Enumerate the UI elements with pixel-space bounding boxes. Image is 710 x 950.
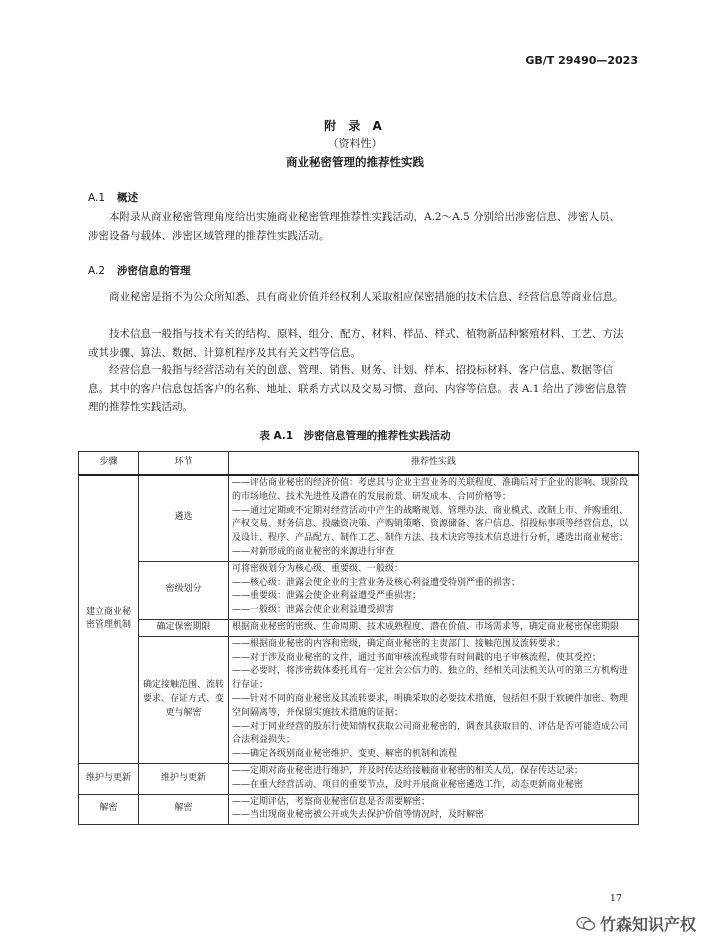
- page-number: 17: [609, 893, 622, 904]
- link-cell: 确定接触范围、流转要求、存证方式、变更与解密: [139, 636, 229, 763]
- section-heading-a2: [88, 263, 191, 278]
- paragraph: 商业秘密是指不为公众所知悉、具有商业价值并经权利人采取相应保密措施的技术信息、经营信息等商业信息。: [109, 291, 624, 303]
- practice-cell: [229, 636, 639, 763]
- practice-item: ——对于涉及商业秘密的文件，通过书面审核流程或带有时间戳的电子审核流程，使其受控；: [232, 652, 602, 663]
- header-link: 环节: [139, 452, 229, 476]
- practice-item: ——定期对商业秘密进行维护，并及时传达给接触商业秘密的相关人员，保存传达记录；: [232, 765, 584, 776]
- annex-title: 商业秘密管理的推荐性实践: [286, 155, 424, 169]
- table-header-row: [79, 452, 639, 476]
- section-title: 涉密信息的管理: [117, 265, 191, 277]
- paragraph: 本附录从商业秘密管理角度给出实施商业秘密管理推荐性实践活动，A.2～A.5 分别给出涉密信息、涉密人员、涉密设备与载体、涉密区域管理的推荐性实践活动。: [88, 211, 621, 242]
- practice-item: ——根据商业秘密的内容和密级，确定商业秘密的主责部门、接触范围及流转要求；: [232, 638, 566, 649]
- table-row: [79, 619, 639, 636]
- practice-item: ——对新形成的商业秘密的来源进行审查: [232, 546, 395, 557]
- practice-item: ——重要级：泄露会使企业利益遭受严重损害；: [232, 591, 422, 602]
- paragraph: 技术信息一般指与技术有关的结构、原料、组分、配方、材料、样品、样式、植物新品种繁殖材料、工艺、方法或其步骤、算法、数据、计算机程序及其有关文档等信息。: [88, 328, 624, 359]
- link-cell: 解密: [139, 794, 229, 825]
- practice-item: ——核心级：泄露会使企业的主营业务及核心利益遭受特别严重的损害；: [232, 577, 521, 588]
- practice-cell: [229, 794, 639, 825]
- table-title: 表 A.1 涉密信息管理的推荐性实践活动: [259, 430, 451, 442]
- step-cell: 维护与更新: [79, 763, 139, 794]
- section-number: A.1: [88, 192, 106, 204]
- table-row: [79, 475, 639, 561]
- practice-item: ——对于同业经营的股东行使知情权获取公司商业秘密的，调查其获取目的、评估是否可能造成公司合法利益损失；: [232, 721, 629, 746]
- link-cell: 确定保密期限: [139, 619, 229, 636]
- practice-cell: [229, 619, 639, 636]
- practice-item: ——通过定期或不定期对经营活动中产生的战略规划、管理办法、商业模式、改制上市、并购重组、产权交易、财务信息、投融资决策、产购销策略、资源储备、客户信息、招投标事项等经营信息，以及设计、程序、产品配方、制作工艺、制作方法、技术诀窍等技术信息进行分析，遴选出商业秘密；: [232, 505, 629, 544]
- wechat-icon: [576, 916, 596, 932]
- annex-label: 附 录 A: [324, 119, 386, 133]
- practice-item: 可将密级划分为核心级、重要级、一般级：: [232, 563, 404, 574]
- practice-item: 根据商业秘密的密级、生命周期、技术成熟程度、潜在价值、市场需求等，确定商业秘密保密期限: [232, 621, 620, 632]
- table-row: [79, 763, 639, 794]
- step-cell: 解密: [79, 794, 139, 825]
- watermark-text: 竹森知识产权: [599, 915, 696, 934]
- practice-cell: [229, 475, 639, 561]
- practice-item: ——一般级：泄露会使企业利益遭受损害: [232, 605, 395, 616]
- table-row: [79, 561, 639, 619]
- link-cell: 密级划分: [139, 561, 229, 619]
- practice-item: ——在重大经营活动、项目的重要节点，及时开展商业秘密遴选工作，动态更新商业秘密: [232, 779, 584, 790]
- practice-item: ——评估商业秘密的经济价值：考虑其与企业主营业务的关联程度、淮确后对于企业的影响、现阶段的市场地位、技术先进性及潜在的发展前景、研发成本、合同价格等；: [232, 478, 629, 502]
- table-row: [79, 636, 639, 763]
- paragraph: 经营信息一般指与经营活动有关的创意、管理、销售、财务、计划、样本、招投标材料、客户信息、数据等信息。其中的客户信息包括客户的名称、地址、联系方式以及交易习惯、意向、内容等信息。表 A.1 给出了涉密信息管理的推荐性实践活动。: [88, 364, 627, 413]
- section-number: A.2: [88, 265, 106, 277]
- watermark: [576, 912, 696, 935]
- table-row: [79, 794, 639, 825]
- practice-item: ——针对不同的商业秘密及其流转要求，明确采取的必要技术措施，包括但不限于软硬件加密、物理空间隔离等，并保留实施技术措施的证据；: [232, 693, 629, 718]
- annex-nature: （资料性）: [327, 137, 383, 150]
- header-step: 步骤: [79, 452, 139, 476]
- step-cell: 建立商业秘密管理机制: [79, 475, 139, 763]
- practice-item: ——确定各级别商业秘密维护、变更、解密的机制和流程: [232, 749, 458, 760]
- practice-item: ——定期评估，考察商业秘密信息是否需要解密；: [232, 796, 431, 807]
- standard-number: GB/T 29490—2023: [525, 54, 638, 67]
- practice-item: ——必要时，将涉密载体委托具有一定社会公信力的、独立的、经相关司法机关认可的第三方机构进行存证；: [232, 666, 629, 691]
- practice-item: ——当出现商业秘密被公开或失去保护价值等情况时，及时解密: [232, 810, 485, 821]
- practice-cell: [229, 763, 639, 794]
- header-practice: 推荐性实践: [229, 452, 639, 476]
- section-title: 概述: [117, 192, 139, 204]
- practice-table: [78, 451, 639, 825]
- practice-cell: [229, 561, 639, 619]
- section-heading-a1: [88, 190, 138, 205]
- link-cell: 维护与更新: [139, 763, 229, 794]
- link-cell: 遴选: [139, 475, 229, 561]
